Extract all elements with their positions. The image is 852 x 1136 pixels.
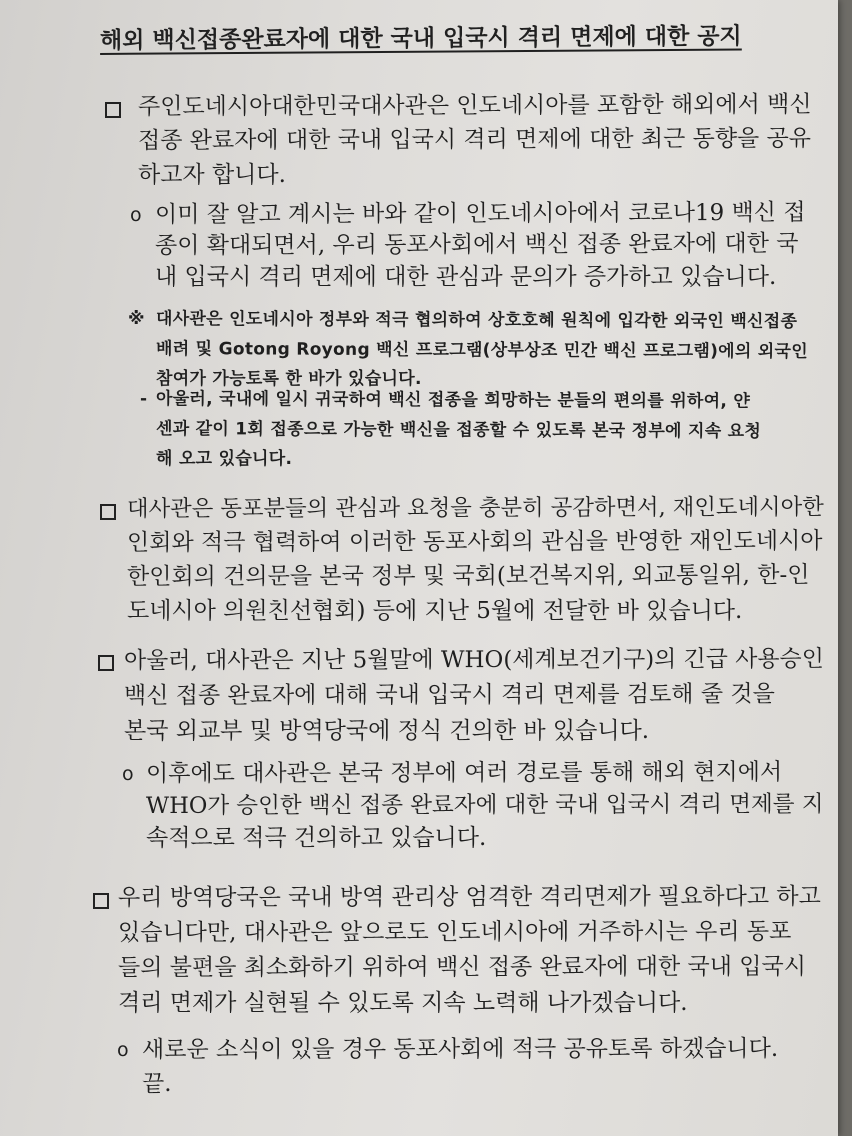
checkbox-bullet-icon — [98, 655, 114, 671]
section1-bullet-line: 내 입국시 격리 면제에 대한 관심과 문의가 증가하고 있습니다. — [155, 264, 777, 290]
dash-bullet-icon: - — [140, 389, 148, 409]
section1-subnote-line: 해 오고 있습니다. — [156, 449, 293, 469]
section3-bullet-line: 속적으로 적극 건의하고 있습니다. — [146, 825, 487, 851]
checkbox-bullet-icon — [105, 102, 121, 118]
checkbox-bullet-icon — [93, 893, 109, 909]
section1-note-line: 배려 및 Gotong Royong 백신 프로그램(상부상조 민간 백신 프로그램)에의 외국인 — [155, 339, 809, 362]
section3-line: 아울러, 대사관은 지난 5월말에 WHO(세계보건기구)의 긴급 사용승인 — [123, 646, 824, 674]
section4-line: 우리 방역당국은 국내 방역 관리상 엄격한 격리면제가 필요하다고 하고 — [117, 883, 821, 911]
section4-line: 격리 면제가 실현될 수 있도록 지속 노력해 나가겠습니다. — [118, 990, 688, 1016]
section3-line: 본국 외교부 및 방역당국에 정식 건의한 바 있습니다. — [124, 718, 650, 744]
section2-line: 한인회의 건의문을 본국 정부 및 국회(보건복지위, 외교통일위, 한-인 — [126, 562, 810, 590]
section1-subnote-line: 센과 같이 1회 접종으로 가능한 백신을 접종할 수 있도록 본국 정부에 지속 요청 — [155, 419, 762, 442]
checkbox-bullet-icon — [100, 504, 116, 520]
section1-bullet-line: 종이 확대되면서, 우리 동포사회에서 백신 접종 완료자에 대한 국 — [154, 230, 799, 259]
section4-line: 있습니다만, 대사관은 앞으로도 인도네시아에 거주하시는 우리 동포 — [117, 918, 792, 946]
section1-line: 접종 완료자에 대한 국내 입국시 격리 면제에 대한 최근 동향을 공유 — [137, 125, 812, 154]
closing-mark: 끝. — [142, 1071, 172, 1097]
section2-line: 인회와 적극 협력하여 이러한 동포사회의 관심을 반영한 재인도네시아 — [126, 528, 823, 556]
section3-bullet-line: WHO가 승인한 백신 접종 완료자에 대한 국내 입국시 격리 면제를 지 — [145, 791, 824, 819]
section1-note-line: 대사관은 인도네시아 정부와 적극 협의하여 상호호혜 원칙에 입각한 외국인 백신접종 — [155, 309, 798, 332]
circle-bullet-icon: o — [117, 1039, 129, 1061]
section1-bullet-line: 이미 잘 알고 계시는 바와 같이 인도네시아에서 코로나19 백신 접 — [154, 199, 806, 228]
section4-bullet-line: 새로운 소식이 있을 경우 동포사회에 적극 공유토록 하겠습니다. — [141, 1035, 779, 1063]
section1-line: 주인도네시아대한민국대사관은 인도네시아를 포함한 해외에서 백신 — [137, 91, 812, 120]
notice-title: 해외 백신접종완료자에 대한 국내 입국시 격리 면제에 대한 공지 — [99, 23, 742, 54]
circle-bullet-icon: o — [122, 763, 134, 785]
section1-note-line: 참여가 가능토록 한 바가 있습니다. — [156, 369, 422, 389]
section4-line: 들의 불편을 최소화하기 위하여 백신 접종 완료자에 대한 국내 입국시 — [117, 953, 806, 981]
circle-bullet-icon: o — [130, 204, 142, 226]
section1-line: 하고자 합니다. — [138, 162, 286, 188]
section2-line: 대사관은 동포분들의 관심과 요청을 충분히 공감하면서, 재인도네시아한 — [126, 494, 824, 522]
section1-subnote-line: 아울러, 국내에 일시 귀국하여 백신 접종을 희망하는 분들의 편의를 위하여, 얀 — [155, 389, 751, 412]
section3-line: 백신 접종 완료자에 대해 국내 입국시 격리 면제를 검토해 줄 것을 — [123, 681, 775, 709]
section2-line: 도네시아 의원친선협회) 등에 지난 5월에 전달한 바 있습니다. — [127, 598, 743, 624]
section3-bullet-line: 이후에도 대사관은 본국 정부에 여러 경로를 통해 해외 현지에서 — [145, 759, 783, 787]
reference-mark-icon: ※ — [128, 309, 145, 329]
